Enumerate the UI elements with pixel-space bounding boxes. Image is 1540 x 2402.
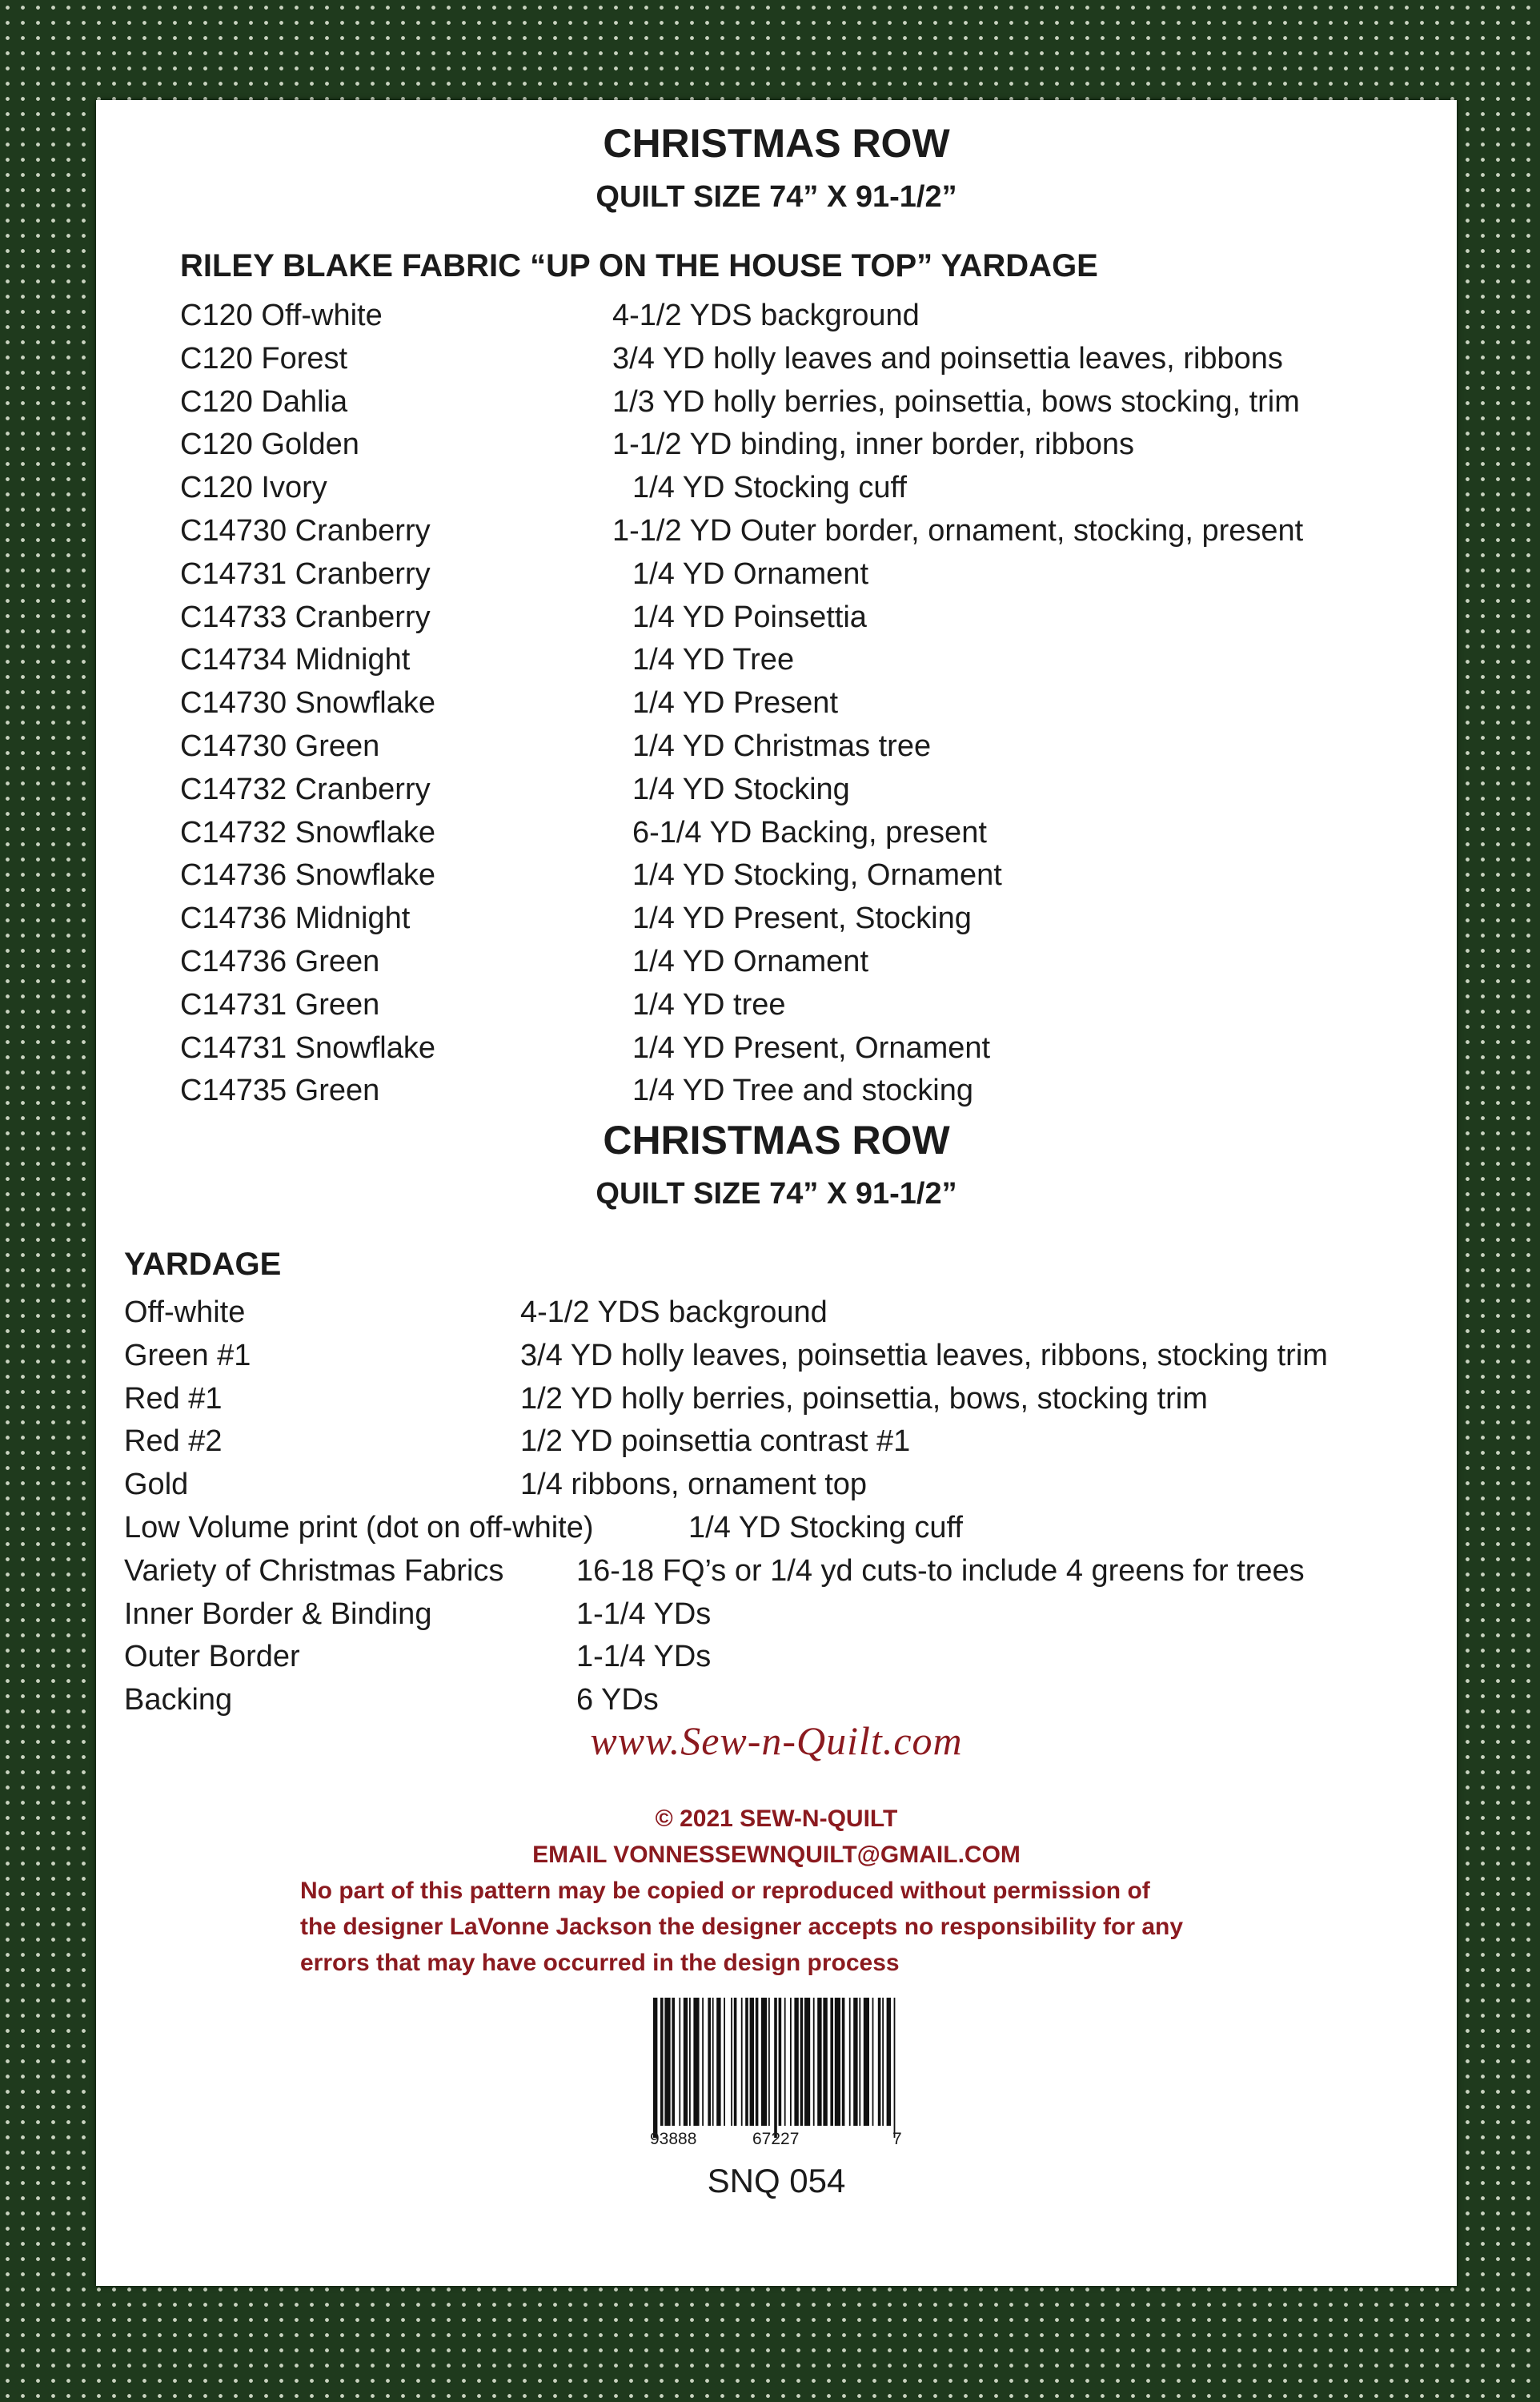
barcode-bar — [774, 1998, 777, 2138]
fabric-use: 1/4 YD Present, Ornament — [632, 1030, 991, 1065]
table-row — [96, 1554, 1457, 1597]
quilt-size: QUILT SIZE 74” X 91-1/2” — [596, 180, 957, 214]
barcode-bar — [745, 1998, 748, 2126]
table-row — [96, 1640, 1457, 1683]
fabric-use: 3/4 YD holly leaves, poinsettia leaves, ribbons, stocking trim — [520, 1338, 1328, 1372]
copyright: © 2021 SEW-N-QUILT — [655, 1806, 898, 1832]
fabric-name: Outer Border — [124, 1640, 300, 1674]
notice-line-1: No part of this pattern may be copied or reproduced without permission of — [300, 1878, 1150, 1904]
table-row — [96, 428, 1457, 471]
website-link[interactable]: www.Sew-n-Quilt.com — [590, 1718, 963, 1763]
fabric-name: C14731 Cranberry — [180, 556, 431, 591]
fabric-use: 1/4 YD Present — [632, 686, 839, 721]
fabric-use: 1/4 YD Poinsettia — [632, 600, 867, 634]
barcode-bar — [660, 1998, 664, 2126]
fabric-use: 6-1/4 YD Backing, present — [632, 815, 987, 850]
barcode-bar — [724, 1998, 725, 2126]
table-row — [96, 1074, 1457, 1117]
barcode-bar — [750, 1998, 754, 2126]
barcode-bar — [887, 1998, 891, 2126]
barcode-bar — [894, 1998, 896, 2138]
section-quilt-size: QUILT SIZE 74” X 91-1/2” — [596, 1177, 957, 1211]
barcode-bar — [804, 1998, 810, 2126]
table-row — [96, 1597, 1457, 1641]
fabric-name: C14735 Green — [180, 1074, 380, 1108]
fabric-name: Red #1 — [124, 1381, 223, 1416]
table-row — [96, 643, 1457, 686]
barcode-bar — [872, 1998, 874, 2126]
table-row — [96, 773, 1457, 816]
fabric-use: 1/4 YD Stocking cuff — [632, 471, 907, 505]
barcode-bar — [702, 1998, 704, 2126]
fabric-name: Green #1 — [124, 1338, 251, 1372]
fabric-name: C14730 Cranberry — [180, 514, 431, 548]
fabric-name: Red #2 — [124, 1424, 223, 1459]
table-row — [96, 1295, 1457, 1339]
barcode-bar — [842, 1998, 845, 2126]
fabric-name: C14731 Green — [180, 987, 380, 1022]
barcode-bar — [731, 1998, 732, 2126]
barcode-bar — [679, 1998, 680, 2126]
table-row — [96, 514, 1457, 557]
fabric-use: 1/4 YD tree — [632, 987, 786, 1022]
barcode-bar — [779, 1998, 782, 2126]
product-code: SNQ 054 — [707, 2162, 846, 2199]
fabric-use: 6 YDs — [576, 1683, 659, 1717]
barcode-bar — [830, 1998, 833, 2126]
barcode-bar — [664, 1998, 670, 2126]
table-row — [96, 557, 1457, 600]
barcode-bar — [878, 1998, 881, 2126]
barcode-bar — [741, 1998, 743, 2126]
table-row — [96, 686, 1457, 729]
table-row — [96, 299, 1457, 342]
fabric-use: 4-1/2 YDS background — [612, 299, 920, 332]
barcode-bar — [712, 1998, 714, 2126]
table-row — [96, 858, 1457, 902]
fabric-name: C14730 Snowflake — [180, 686, 435, 721]
barcode-bar — [882, 1998, 884, 2126]
fabric-name: C120 Forest — [180, 341, 348, 376]
barcode-bar — [653, 1998, 657, 2138]
barcode-bar — [859, 1998, 860, 2126]
barcode-bar — [835, 1998, 840, 2126]
barcode-bar — [761, 1998, 767, 2126]
barcode-bar — [693, 1998, 699, 2126]
barcode-bar — [817, 1998, 821, 2126]
fabric-use: 3/4 YD holly leaves and poinsettia leaves, ribbons — [612, 341, 1283, 376]
table-row — [96, 342, 1457, 385]
fabric-name: Variety of Christmas Fabrics — [124, 1553, 504, 1588]
table-row — [96, 1511, 1457, 1554]
fabric-name: C14732 Cranberry — [180, 772, 431, 806]
barcode-bar — [813, 1998, 815, 2126]
barcode-bar — [784, 1998, 786, 2126]
fabric-name: C14736 Snowflake — [180, 858, 435, 893]
fabric-use: 1/4 YD Christmas tree — [632, 729, 932, 763]
barcode-bar — [689, 1998, 691, 2126]
fabric-use: 16-18 FQ’s or 1/4 yd cuts-to include 4 greens for trees — [576, 1553, 1305, 1588]
table-row — [96, 1031, 1457, 1074]
table-row — [96, 1382, 1457, 1425]
fabric-use: 1-1/4 YDs — [576, 1640, 712, 1674]
fabric-use: 1/4 YD Tree — [632, 643, 795, 677]
barcode-bar — [853, 1998, 857, 2126]
barcode-bar — [768, 1998, 770, 2126]
fabric-use: 1/3 YD holly berries, poinsettia, bows stocking, trim — [612, 384, 1300, 419]
fabric-name: Gold — [124, 1468, 189, 1502]
fabric-name: Inner Border & Binding — [124, 1597, 432, 1631]
notice-line-2: the designer LaVonne Jackson the designer accepts no responsibility for any — [300, 1914, 1184, 1940]
contact-email[interactable]: EMAIL VONNESSEWNQUILT@GMAIL.COM — [532, 1842, 1021, 1868]
barcode-bar — [823, 1998, 827, 2126]
table-row — [96, 945, 1457, 988]
fabric-name: C14730 Green — [180, 729, 380, 763]
barcode-bar — [849, 1998, 851, 2126]
barcode — [650, 1998, 904, 2142]
fabric-use: 1/4 YD Tree and stocking — [632, 1074, 973, 1108]
fabric-use: 1/4 YD Stocking — [632, 772, 850, 806]
fabric-use: 1/4 YD Stocking cuff — [688, 1511, 963, 1544]
barcode-right-digit: 7 — [892, 2130, 902, 2148]
barcode-bar — [672, 1998, 675, 2126]
fabric-use: 1/2 YD holly berries, poinsettia, bows, stocking trim — [520, 1381, 1208, 1416]
fabric-name: C14733 Cranberry — [180, 600, 431, 634]
barcode-bar — [800, 1998, 804, 2126]
page-title: CHRISTMAS ROW — [603, 121, 950, 166]
table-row — [96, 600, 1457, 644]
table-row — [96, 1339, 1457, 1382]
pattern-back-cover — [96, 100, 1457, 2286]
fabric-name: C14734 Midnight — [180, 643, 411, 677]
barcode-bar — [716, 1998, 720, 2126]
fabric-name: C120 Dahlia — [180, 384, 348, 419]
fabric-name: Low Volume print (dot on off-white) — [124, 1511, 594, 1544]
barcode-bar — [756, 1998, 759, 2126]
fabric-name: Backing — [124, 1683, 233, 1717]
barcode-bar — [708, 1998, 711, 2126]
barcode-bar — [790, 1998, 792, 2126]
fabric-use: 4-1/2 YDS background — [520, 1295, 828, 1329]
table-row — [96, 902, 1457, 945]
fabric-name: C120 Golden — [180, 428, 359, 462]
fabric-yardage-heading: RILEY BLAKE FABRIC “UP ON THE HOUSE TOP” YARDAGE — [180, 248, 1098, 283]
fabric-use: 1/4 ribbons, ornament top — [520, 1468, 868, 1502]
fabric-use: 1/2 YD poinsettia contrast #1 — [520, 1424, 911, 1459]
section-title: CHRISTMAS ROW — [603, 1118, 950, 1163]
yardage-heading: YARDAGE — [124, 1247, 282, 1282]
fabric-name: C14736 Midnight — [180, 902, 411, 936]
fabric-use: 1/4 YD Ornament — [632, 556, 869, 591]
fabric-name: Off-white — [124, 1295, 246, 1329]
fabric-name: C14732 Snowflake — [180, 815, 435, 850]
table-row — [96, 729, 1457, 773]
fabric-use: 1/4 YD Stocking, Ornament — [632, 858, 1002, 893]
barcode-left-digits: 93888 — [650, 2130, 697, 2148]
table-row — [96, 988, 1457, 1031]
table-row — [96, 471, 1457, 514]
barcode-bar — [794, 1998, 798, 2126]
fabric-name: C14736 Green — [180, 945, 380, 978]
barcode-bar — [684, 1998, 688, 2126]
table-row — [96, 1468, 1457, 1511]
fabric-name: C120 Off-white — [180, 299, 383, 332]
fabric-use: 1/4 YD Present, Stocking — [632, 902, 972, 936]
fabric-use: 1-1/2 YD binding, inner border, ribbons — [612, 428, 1135, 462]
notice-line-3: errors that may have occurred in the design process — [300, 1950, 900, 1976]
fabric-use: 1-1/2 YD Outer border, ornament, stocking, present — [612, 514, 1304, 548]
fabric-use: 1-1/4 YDs — [576, 1597, 712, 1631]
fabric-name: C120 Ivory — [180, 471, 327, 505]
table-row — [96, 385, 1457, 428]
barcode-bar — [864, 1998, 869, 2126]
table-row — [96, 1424, 1457, 1468]
barcode-mid-digits: 67227 — [752, 2130, 800, 2148]
fabric-name: C14731 Snowflake — [180, 1030, 435, 1065]
barcode-bar — [734, 1998, 737, 2126]
fabric-use: 1/4 YD Ornament — [632, 945, 869, 978]
table-row — [96, 816, 1457, 859]
